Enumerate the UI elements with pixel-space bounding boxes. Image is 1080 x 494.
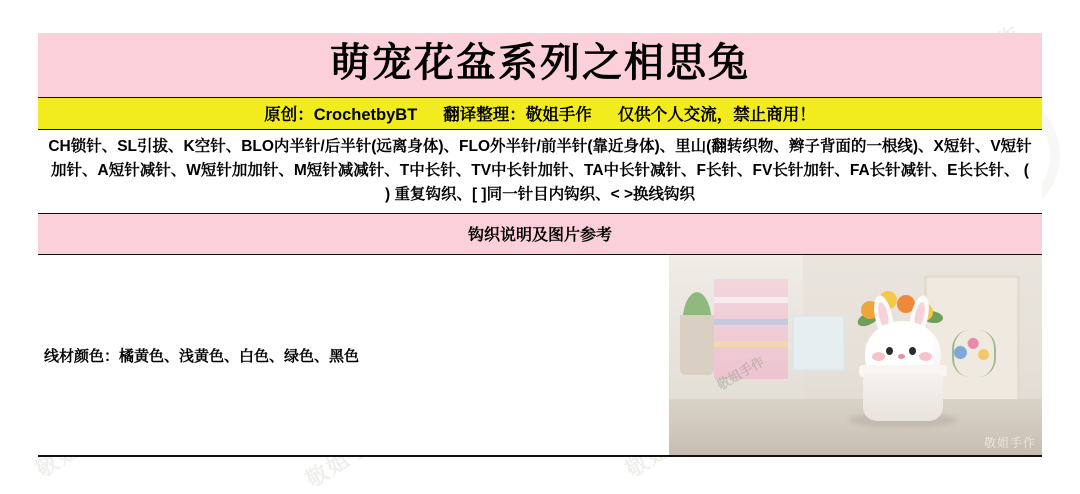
crochet-bunny-figure xyxy=(841,289,963,421)
title-band xyxy=(38,33,1042,97)
original-author-label: 原创：CrochetbyBT xyxy=(264,106,418,124)
bunny-eye-right xyxy=(909,347,916,355)
translator-label: 翻译整理：敬姐手作 xyxy=(443,106,592,124)
usage-notice-label: 仅供个人交流，禁止商用！ xyxy=(617,106,816,124)
bunny-cheek-right xyxy=(919,352,932,361)
bunny-flower-crown xyxy=(859,291,945,325)
page-title: 萌宠花盆系列之相思兔 xyxy=(330,40,750,86)
product-photo xyxy=(669,255,1042,455)
content-row xyxy=(38,255,1042,457)
photo-box-stripe xyxy=(714,341,789,347)
photo-watermark-corner: 敬姐手作 xyxy=(983,436,1036,451)
credit-band xyxy=(38,97,1042,130)
pattern-document xyxy=(38,33,1042,457)
materials-cell xyxy=(38,255,669,455)
bunny-cheek-left xyxy=(872,352,885,361)
materials-label: 线材颜色：橘黄色、浅黄色、白色、绿色、黑色 xyxy=(44,347,360,365)
photo-watermark: 敬姐手作 xyxy=(713,353,767,393)
bunny-nose xyxy=(898,354,905,359)
photo-box-stripe xyxy=(714,319,789,325)
bunny-eye-left xyxy=(886,347,893,355)
flower-pot xyxy=(863,373,943,421)
photo-box-stripe xyxy=(714,297,789,303)
section-header: 钩织说明及图片参考 xyxy=(38,214,1042,255)
photo-cell xyxy=(669,255,1042,455)
abbreviation-legend: CH锁针、SL引拔、K空针、BLO内半针/后半针(远离身体)、FLO外半针/前半针(靠近身体)、里山(翻转织物、辫子背面的一根线)、X短针、V短针加针、A短针减针、W短针加加针、M短针减减针、T中长针、TV中长针加针、TA中长针减针、F长针、FV长针加针、FA长针减针、E长长针、 ( ) 重复钩织、[ ]同一针目内钩织、< >换线钩织 xyxy=(38,130,1042,214)
photo-small-card xyxy=(792,315,844,371)
photo-plant-pot xyxy=(680,315,714,375)
